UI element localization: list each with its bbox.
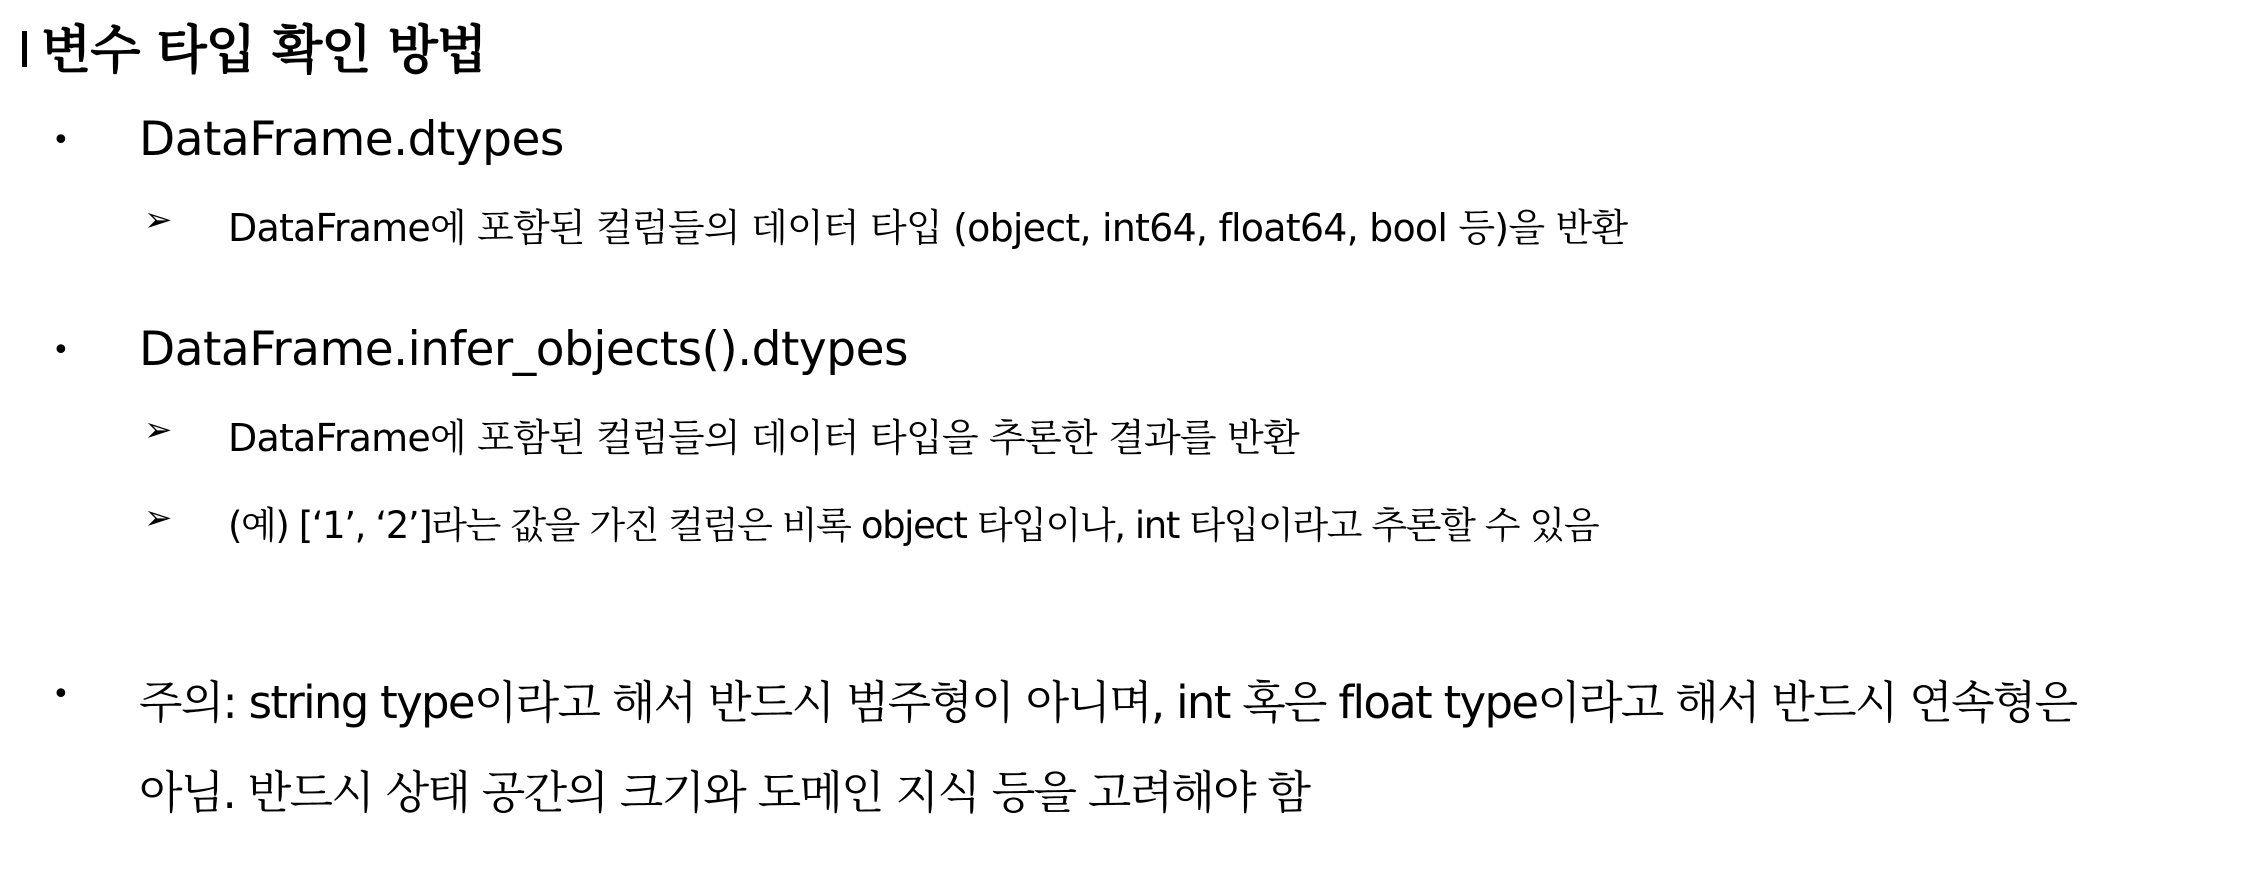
bullet-icon: •	[52, 333, 70, 368]
note-line-1: 주의: string type이라고 해서 반드시 범주형이 아니며, int 혹은 float type이라고 해서 반드시 연속형은	[139, 676, 2077, 729]
section-heading-dtypes: DataFrame.dtypes	[139, 112, 564, 167]
detail-infer-objects-1: DataFrame에 포함된 컬럼들의 데이터 타입을 추론한 결과를 반환	[228, 416, 1299, 460]
note-line-2: 아님. 반드시 상태 공간의 크기와 도메인 지식 등을 고려해야 함	[139, 766, 1310, 819]
detail-infer-objects-2: (예) [‘1’, ‘2’]라는 값을 가진 컬럼은 비록 object 타입이나, int 타입이라고 추론할 수 있음	[228, 504, 1599, 547]
slide-title-row	[22, 10, 486, 80]
section-heading-infer-objects: DataFrame.infer_objects().dtypes	[139, 322, 908, 377]
slide-title: 변수 타입 확인 방법	[41, 20, 487, 81]
arrow-bullet-icon: ➢	[144, 498, 173, 538]
arrow-bullet-icon: ➢	[144, 410, 173, 450]
bullet-icon: •	[52, 123, 70, 158]
title-accent-bar	[22, 31, 27, 67]
detail-dtypes: DataFrame에 포함된 컬럼들의 데이터 타입 (object, int64, float64, bool 등)을 반환	[228, 206, 1628, 250]
arrow-bullet-icon: ➢	[144, 200, 173, 240]
bullet-icon: •	[52, 677, 70, 712]
